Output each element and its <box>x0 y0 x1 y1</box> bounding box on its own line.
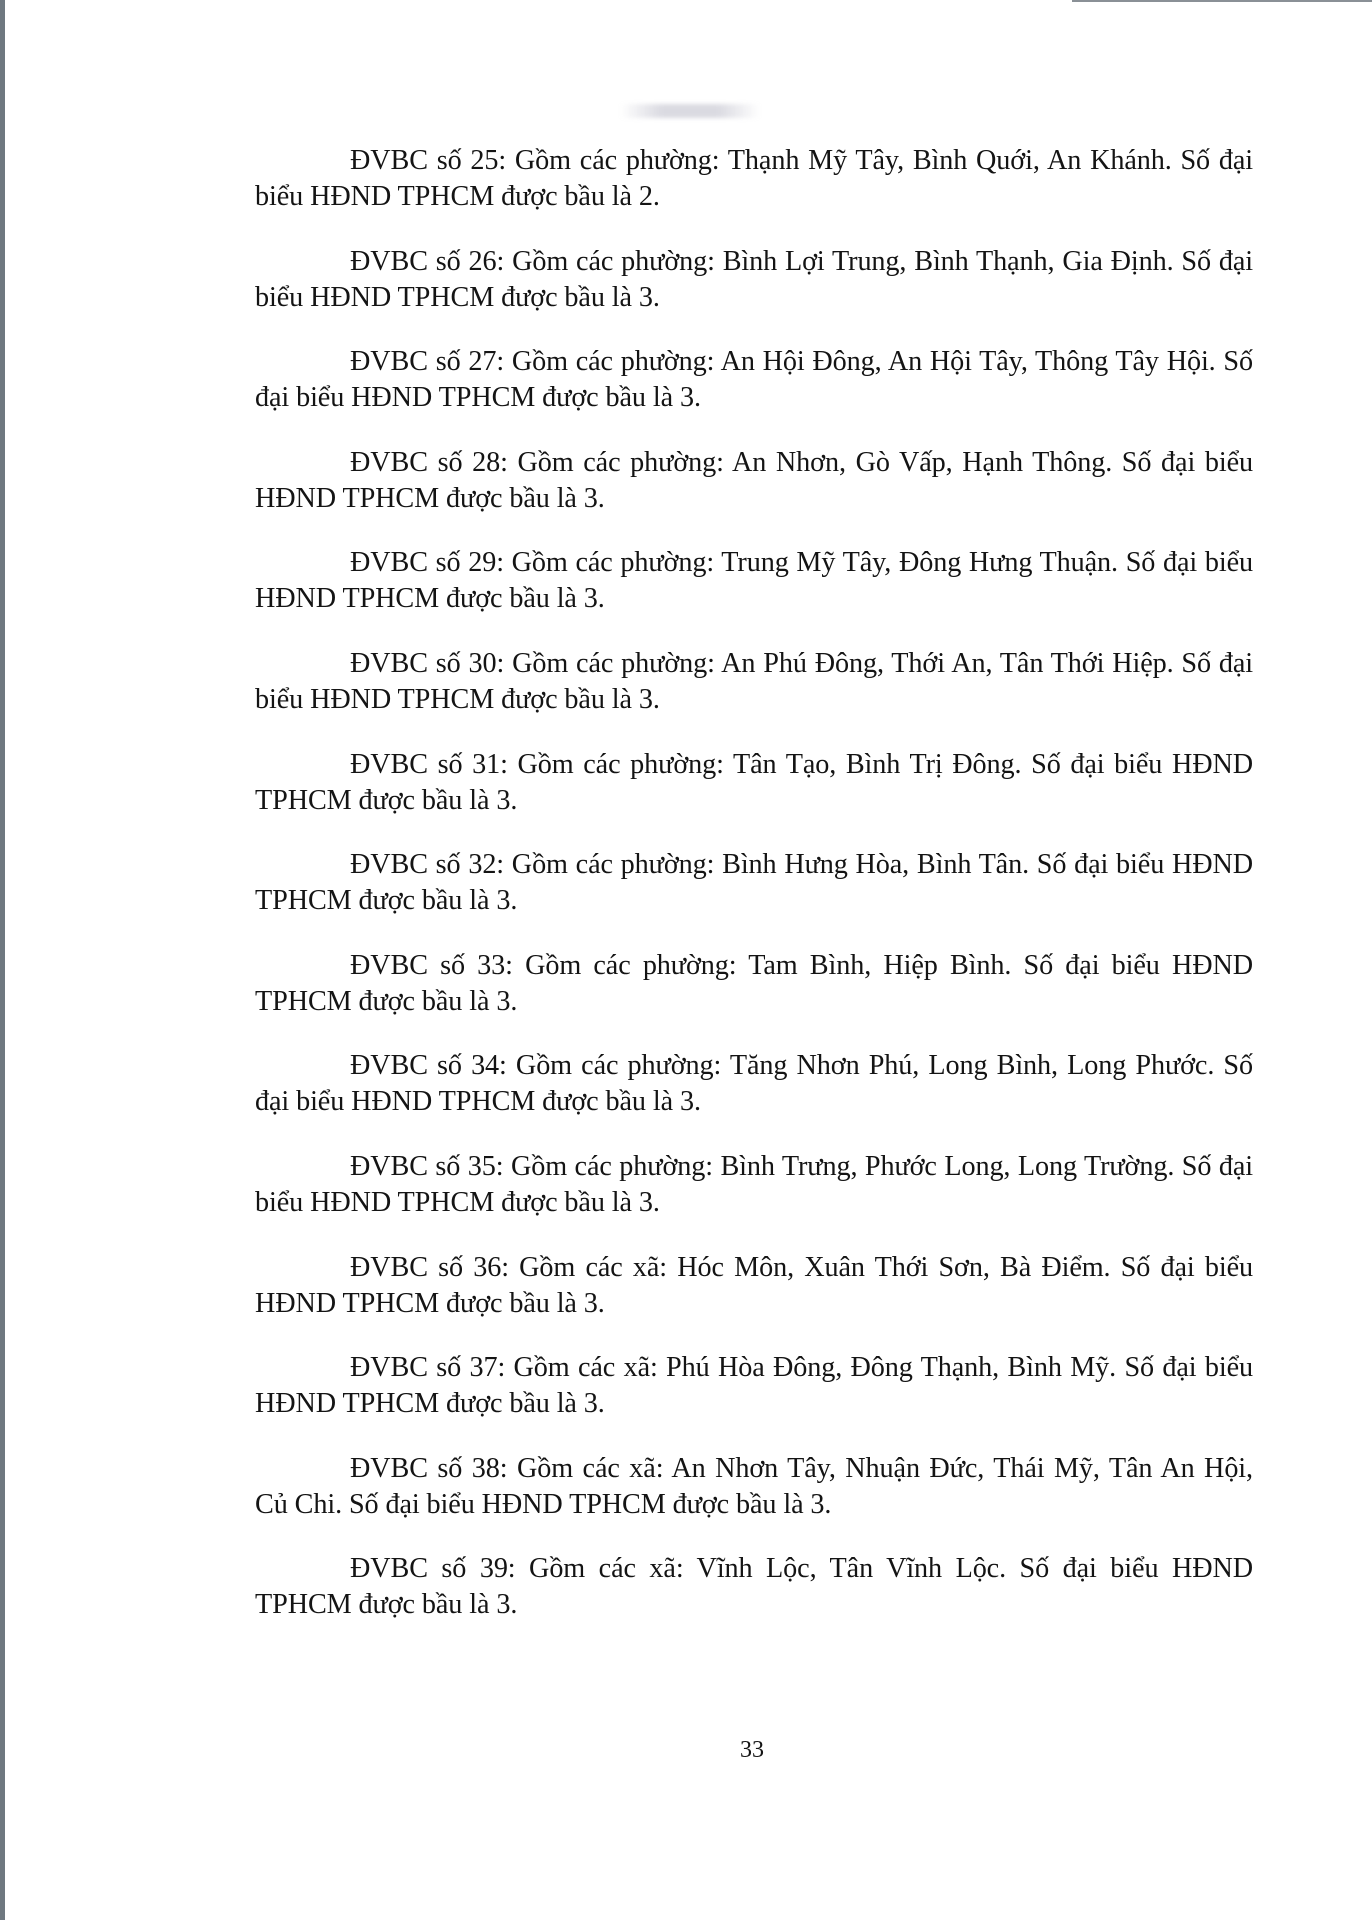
paragraph-dvbc-30: ĐVBC số 30: Gồm các phường: An Phú Đông, Thới An, Tân Thới Hiệp. Số đại biểu HĐND TPHCM được bầu là 3. <box>255 647 1253 715</box>
paragraph-dvbc-29: ĐVBC số 29: Gồm các phường: Trung Mỹ Tây, Đông Hưng Thuận. Số đại biểu HĐND TPHCM được bầu là 3. <box>255 547 1253 615</box>
paragraph-dvbc-32: ĐVBC số 32: Gồm các phường: Bình Hưng Hòa, Bình Tân. Số đại biểu HĐND TPHCM được bầu là 3. <box>255 849 1253 917</box>
paragraph-dvbc-33: ĐVBC số 33: Gồm các phường: Tam Bình, Hiệp Bình. Số đại biểu HĐND TPHCM được bầu là 3. <box>255 949 1253 1017</box>
paragraph-dvbc-37: ĐVBC số 37: Gồm các xã: Phú Hòa Đông, Đông Thạnh, Bình Mỹ. Số đại biểu HĐND TPHCM được bầu là 3. <box>255 1352 1253 1420</box>
document-body <box>255 143 1253 1652</box>
paragraph-dvbc-25: ĐVBC số 25: Gồm các phường: Thạnh Mỹ Tây, Bình Quới, An Khánh. Số đại biểu HĐND TPHCM được bầu là 2. <box>255 145 1253 212</box>
scan-edge-left <box>0 0 5 1920</box>
paragraph-dvbc-39: ĐVBC số 39: Gồm các xã: Vĩnh Lộc, Tân Vĩnh Lộc. Số đại biểu HĐND TPHCM được bầu là 3. <box>255 1553 1253 1621</box>
paragraph-dvbc-31: ĐVBC số 31: Gồm các phường: Tân Tạo, Bình Trị Đông. Số đại biểu HĐND TPHCM được bầu là 3. <box>255 748 1253 816</box>
scan-smudge <box>620 104 760 118</box>
paragraph-dvbc-36: ĐVBC số 36: Gồm các xã: Hóc Môn, Xuân Thới Sơn, Bà Điểm. Số đại biểu HĐND TPHCM được bầu là 3. <box>255 1251 1253 1319</box>
paragraph-dvbc-28: ĐVBC số 28: Gồm các phường: An Nhơn, Gò Vấp, Hạnh Thông. Số đại biểu HĐND TPHCM được bầu là 3. <box>255 446 1253 514</box>
paragraph-dvbc-38: ĐVBC số 38: Gồm các xã: An Nhơn Tây, Nhuận Đức, Thái Mỹ, Tân An Hội, Củ Chi. Số đại biểu HĐND TPHCM được bầu là 3. <box>255 1452 1253 1520</box>
page-number: 33 <box>740 1737 764 1763</box>
paragraph-dvbc-26: ĐVBC số 26: Gồm các phường: Bình Lợi Trung, Bình Thạnh, Gia Định. Số đại biểu HĐND TPHCM được bầu là 3. <box>255 245 1253 313</box>
paragraph-dvbc-34: ĐVBC số 34: Gồm các phường: Tăng Nhơn Phú, Long Bình, Long Phước. Số đại biểu HĐND TPHCM được bầu là 3. <box>255 1050 1253 1118</box>
paragraph-dvbc-35: ĐVBC số 35: Gồm các phường: Bình Trưng, Phước Long, Long Trường. Số đại biểu HĐND TPHCM được bầu là 3. <box>255 1150 1253 1218</box>
paragraph-dvbc-27: ĐVBC số 27: Gồm các phường: An Hội Đông, An Hội Tây, Thông Tây Hội. Số đại biểu HĐND TPHCM được bầu là 3. <box>255 346 1253 414</box>
scan-edge-top <box>1072 0 1372 2</box>
